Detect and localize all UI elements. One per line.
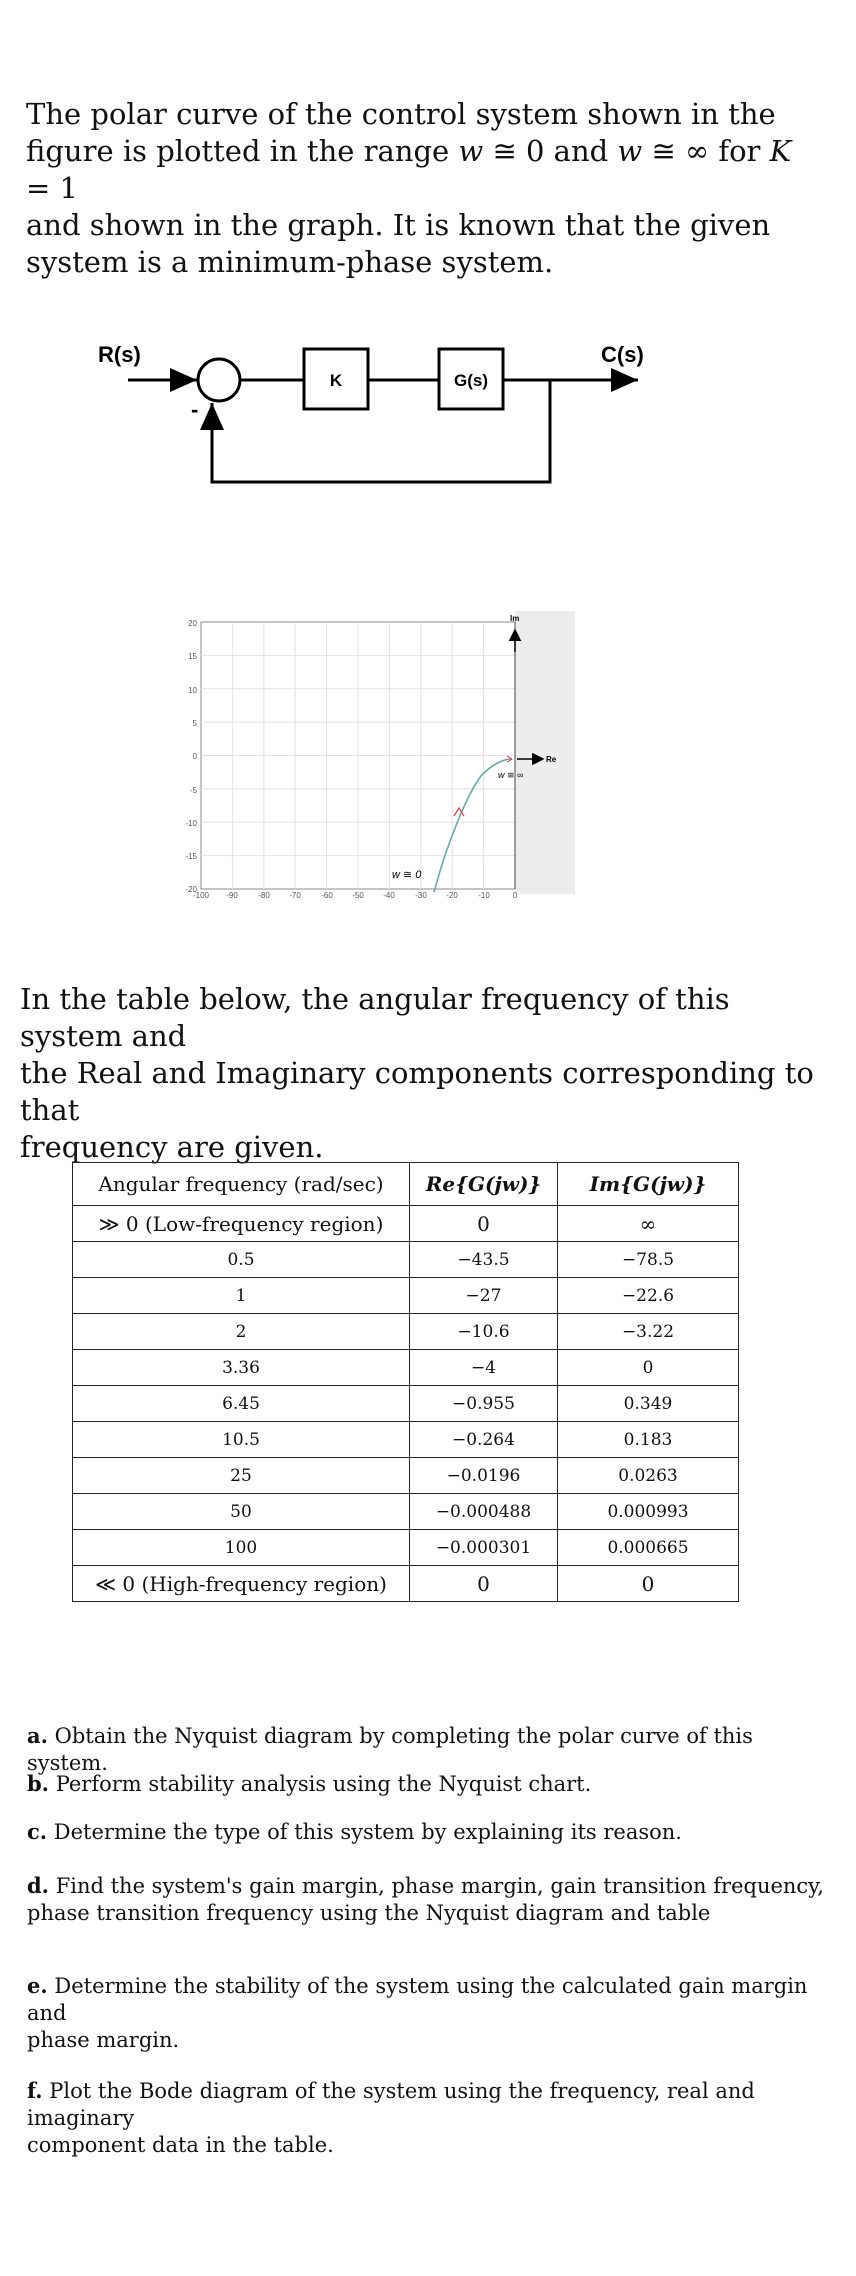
question-text: Determine the stability of the system using the calculated gain margin and [27,1974,808,2025]
cell-imag: 0.0263 [558,1458,739,1494]
cell-real: −0.264 [410,1422,558,1458]
intro-line-3: and shown in the graph. It is known that the given [26,208,771,242]
question-text: Perform stability analysis using the Nyquist chart. [55,1772,592,1796]
cell-frequency: 6.45 [73,1386,410,1422]
cell-real: −4 [410,1350,558,1386]
x-tick-label: -10 [478,891,490,898]
plant-block-label: G(s) [454,371,488,390]
y-tick-label: -5 [189,786,197,795]
cell-real: −10.6 [410,1314,558,1350]
para2-line-2: the Real and Imaginary components corresponding to that [20,1056,814,1127]
question-letter: a. [27,1723,48,1748]
cell-imag: 0 [558,1566,739,1602]
header-real: Re{G(jw)} [410,1163,558,1206]
y-tick-labels [185,619,197,894]
block-diagram [90,330,690,510]
question-d [27,1872,837,1927]
question-letter: e. [27,1973,48,1998]
x-tick-label: -30 [415,891,427,898]
table-row [73,1278,739,1314]
question-b [27,1770,837,1798]
table-row [73,1494,739,1530]
table-row [73,1350,739,1386]
cell-frequency: 10.5 [73,1422,410,1458]
cell-frequency: 2 [73,1314,410,1350]
question-letter: d. [27,1873,49,1898]
x-tick-label: -80 [258,891,270,898]
question-text: Find the system's gain margin, phase margin, gain transition frequency, [55,1874,824,1898]
table-row [73,1314,739,1350]
w-inf-label: w ≅ ∞ [498,770,524,780]
re-axis-label: Re [546,755,557,764]
table-row [73,1242,739,1278]
summing-junction [198,359,240,401]
para2-line-3: frequency are given. [20,1130,324,1164]
table-intro-paragraph [20,981,840,1166]
cell-imag: ∞ [558,1206,739,1242]
x-tick-label: -90 [226,891,238,898]
cell-real: 0 [410,1206,558,1242]
intro-line-2b: ≅ 0 and [483,134,618,168]
frequency-table [72,1162,739,1602]
intro-line-2c: ≅ ∞ for [642,134,770,168]
table-row [73,1386,739,1422]
cell-imag: 0.349 [558,1386,739,1422]
cell-real: −0.000301 [410,1530,558,1566]
question-text-cont: component data in the table. [27,2133,334,2157]
cell-real: −0.955 [410,1386,558,1422]
cell-frequency: ≫ 0 (Low-frequency region) [73,1206,410,1242]
w-zero-label: w ≅ 0 [392,869,422,881]
question-text-cont: phase margin. [27,2028,180,2052]
table-row [73,1422,739,1458]
cell-imag: −3.22 [558,1314,739,1350]
question-text: Plot the Bode diagram of the system using the frequency, real and imaginary [27,2079,755,2130]
para2-line-1: In the table below, the angular frequency of this system and [20,982,730,1053]
x-tick-label: -100 [192,891,210,898]
y-tick-label: 10 [188,686,197,695]
x-tick-label: -70 [289,891,301,898]
cell-imag: −22.6 [558,1278,739,1314]
question-e [27,1972,837,2054]
table-header-row [73,1163,739,1206]
y-tick-label: -10 [185,819,197,828]
y-tick-label: 0 [192,752,197,761]
cell-frequency: 1 [73,1278,410,1314]
omega-symbol: w [617,134,643,168]
table-row [73,1206,739,1242]
intro-line-1: The polar curve of the control system shown in the [26,97,776,131]
intro-paragraph [26,96,816,281]
question-text: Obtain the Nyquist diagram by completing the polar curve of this system. [27,1724,753,1775]
x-tick-label: -60 [321,891,333,898]
cell-imag: 0.000993 [558,1494,739,1530]
cell-real: −0.0196 [410,1458,558,1494]
cell-imag: −78.5 [558,1242,739,1278]
x-tick-label: -40 [383,891,395,898]
question-text: Determine the type of this system by explaining its reason. [53,1820,682,1844]
y-tick-label: -20 [185,885,197,894]
question-text-cont: phase transition frequency using the Nyquist diagram and table [27,1901,711,1925]
im-axis-label: Im [510,614,520,623]
x-tick-labels [193,891,518,898]
cell-imag: 0 [558,1350,739,1386]
cell-real: −43.5 [410,1242,558,1278]
table-row [73,1530,739,1566]
question-a [27,1722,837,1777]
omega-symbol: w [458,134,484,168]
intro-line-4: system is a minimum-phase system. [26,245,554,279]
cell-real: −27 [410,1278,558,1314]
table-row [73,1566,739,1602]
question-letter: b. [27,1771,49,1796]
y-tick-label: 20 [188,619,197,628]
intro-line-2a: figure is plotted in the range [26,134,459,168]
cell-real: −0.000488 [410,1494,558,1530]
output-label: C(s) [601,342,644,367]
cell-frequency: 3.36 [73,1350,410,1386]
gain-block-label: K [329,371,343,390]
y-tick-label: 5 [192,719,197,728]
cell-frequency: 50 [73,1494,410,1530]
cell-frequency: 25 [73,1458,410,1494]
plot-right-region [515,611,575,894]
intro-line-2d: = 1 [26,171,78,205]
feedback-sign: - [191,397,199,422]
y-tick-label: 15 [188,652,197,661]
y-tick-label: -15 [185,852,197,861]
gain-symbol: K [769,134,792,168]
cell-imag: 0.183 [558,1422,739,1458]
cell-imag: 0.000665 [558,1530,739,1566]
x-tick-label: -20 [446,891,458,898]
table-row [73,1458,739,1494]
header-imag: Im{G(jw)} [558,1163,739,1206]
input-label: R(s) [98,342,141,367]
question-c [27,1818,837,1846]
cell-real: 0 [410,1566,558,1602]
question-letter: c. [27,1819,48,1844]
question-f [27,2077,837,2159]
cell-frequency: 100 [73,1530,410,1566]
question-letter: f. [27,2078,43,2103]
x-tick-label: -50 [352,891,364,898]
x-tick-label: 0 [512,891,518,898]
cell-frequency: 0.5 [73,1242,410,1278]
polar-plot [185,608,575,898]
header-frequency: Angular frequency (rad/sec) [73,1163,410,1206]
cell-frequency: ≪ 0 (High-frequency region) [73,1566,410,1602]
